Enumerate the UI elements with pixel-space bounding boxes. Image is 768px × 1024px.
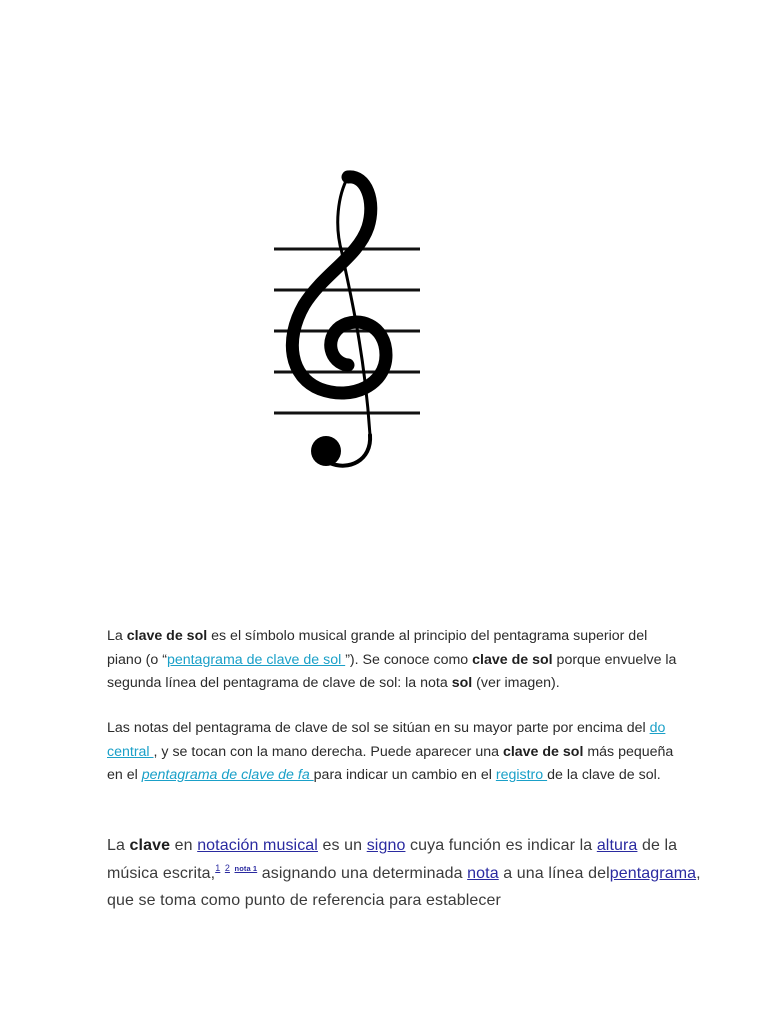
link-nota[interactable]: nota: [467, 864, 499, 882]
link-pentagrama-clave-de-fa[interactable]: pentagrama de clave de fa: [141, 767, 314, 783]
bold-clave-de-sol-3: clave de sol: [502, 743, 584, 760]
link-notacion-musical[interactable]: notación musical: [197, 837, 318, 854]
footnote-1[interactable]: 1: [215, 862, 221, 873]
footnote-nota-1[interactable]: nota 1: [234, 863, 258, 873]
clef-dot: [311, 436, 341, 466]
link-registro[interactable]: registro: [495, 767, 548, 783]
link-pentagrama[interactable]: pentagrama: [609, 864, 697, 882]
treble-clef-figure: [268, 165, 428, 485]
link-signo[interactable]: signo: [366, 837, 406, 854]
link-altura[interactable]: altura: [596, 837, 638, 854]
link-pentagrama-clave-de-sol[interactable]: pentagrama de clave de sol: [166, 651, 346, 668]
paragraph-clave-de-sol: La clave de sol es el símbolo musical grande al principio del pentagrama superior del piano (o “pentagrama de clave de sol ”). Se conoce como clave de sol porque envuelve la segunda línea del pentagrama de clave de sol: la nota sol (ver imagen).: [107, 628, 677, 691]
bold-sol: sol: [451, 675, 473, 691]
link-do-central[interactable]: do central: [107, 720, 666, 760]
clef-shape: [292, 177, 386, 466]
treble-clef-icon: [268, 165, 428, 485]
bold-clave-de-sol: clave de sol: [126, 628, 208, 644]
paragraph-notas-pentagrama: Las notas del pentagrama de clave de sol se sitúan en su mayor parte por encima del do central , y se tocan con la mano derecha. Puede aparecer una clave de sol más pequeña en el pentagrama de clave de fa para indicar un cambio en el registro de la clave de sol.: [107, 720, 674, 783]
footnote-2[interactable]: 2: [224, 862, 230, 873]
paragraph-clave-definicion: La clave en notación musical es un signo cuya función es indicar la altura de la música escrita,$^1$ $^2$ $^{nota 1}$ asignando una determinada nota a una línea delpentagrama, que se toma como punto de referencia para establecer: [107, 837, 701, 909]
bold-clave: clave: [129, 837, 171, 854]
bold-clave-de-sol-2: clave de sol: [472, 651, 553, 668]
